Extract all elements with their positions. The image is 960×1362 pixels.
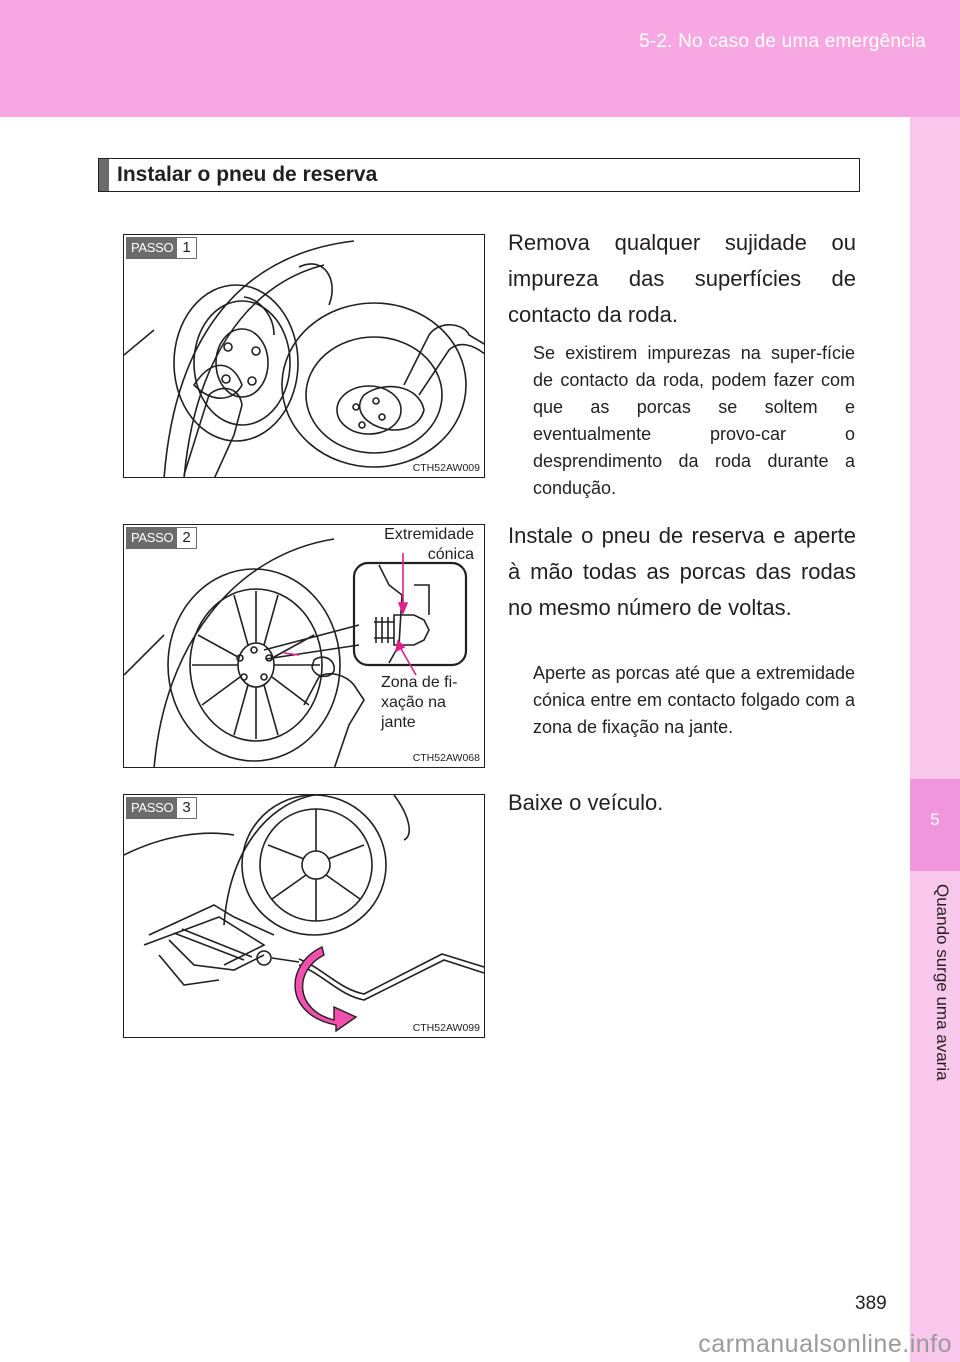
step-2-badge xyxy=(126,527,197,549)
callout-line: Zona de fi- xyxy=(381,674,458,691)
section-header-bar xyxy=(99,159,109,191)
callout-line: jante xyxy=(381,714,416,731)
step-badge-number: 3 xyxy=(177,798,195,818)
rotation-arrow-icon xyxy=(295,947,356,1031)
step-badge-word: PASSO xyxy=(127,798,177,818)
tapered-end-callout xyxy=(364,525,474,565)
callout-line: xação na xyxy=(381,694,446,711)
step-2-note: Aperte as porcas até que a extremidade cónica entre em contacto folgado com a zona de fixação na jante. xyxy=(533,663,855,737)
step-3-figure xyxy=(123,794,485,1038)
step-1-instruction: Remova qualquer sujidade ou impureza das superfícies de contacto da roda. xyxy=(508,230,856,327)
step-badge-number: 2 xyxy=(177,528,195,548)
step-1-figure xyxy=(123,234,485,478)
callout-line: Extremidade xyxy=(384,526,474,543)
step-badge-number: 1 xyxy=(177,238,195,258)
step-3-instruction: Baixe o veículo. xyxy=(508,790,664,815)
wipe-hub-illustration xyxy=(124,235,485,478)
section-title: Instalar o pneu de reserva xyxy=(117,163,378,186)
chapter-side-tab xyxy=(910,117,960,1362)
section-breadcrumb: 5-2. No caso de uma emergência xyxy=(639,31,926,52)
step-1-figure-code: CTH52AW009 xyxy=(412,462,480,474)
header-band xyxy=(0,0,960,117)
chapter-title: Quando surge uma avaria xyxy=(933,884,952,1081)
lower-vehicle-illustration xyxy=(124,795,485,1038)
wheel-mounting-surface-callout xyxy=(381,673,457,733)
step-3-badge xyxy=(126,797,197,819)
callout-line: cónica xyxy=(427,546,474,563)
watermark: carmanualsonline.info xyxy=(698,1330,952,1358)
chapter-number: 5 xyxy=(930,810,940,829)
step-badge-word: PASSO xyxy=(127,238,177,258)
page-number: 389 xyxy=(855,1293,887,1314)
step-2-instruction: Instale o pneu de reserva e aperte à mão todas as porcas das rodas no mesmo número de voltas. xyxy=(508,523,856,620)
step-1-badge xyxy=(126,237,197,259)
step-2-figure-code: CTH52AW068 xyxy=(412,752,480,764)
section-header xyxy=(98,158,860,192)
step-badge-word: PASSO xyxy=(127,528,177,548)
step-2-figure xyxy=(123,524,485,768)
step-3-figure-code: CTH52AW099 xyxy=(412,1022,480,1034)
step-1-note: Se existirem impurezas na super-fície de contacto da roda, podem fazer com que as porcas se soltem e eventualmente provo-car o desprendimento da roda durante a condução. xyxy=(533,343,855,498)
